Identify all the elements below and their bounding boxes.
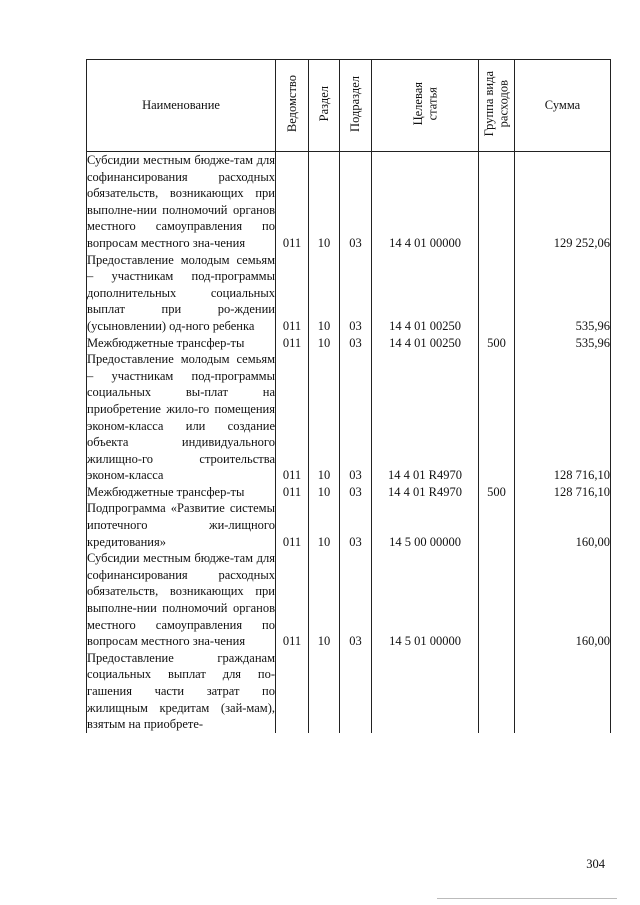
header-grp: Группа вида расходов [479, 60, 515, 152]
header-cel: Целевая статья [372, 60, 479, 152]
header-sum: Сумма [515, 60, 611, 152]
table-row: Предоставление гражданам социальных выплат для по-гашения части затрат по жилищным кредитам (зай-мам), взятым на приобрете- [87, 650, 611, 733]
page-number: 304 [586, 857, 605, 871]
header-podrazdel: Подраздел [340, 60, 372, 152]
header-name: Наименование [87, 60, 276, 152]
header-razdel: Раздел [309, 60, 340, 152]
budget-table [86, 59, 611, 733]
header-ved: Ведомство [276, 60, 309, 152]
table-row: Субсидии местным бюдже-там для софинансирования расходных обязательств, возникающих при выполне-нии полномочий органов местного самоуправления по вопросам местного зна-чения 011 10 03 14 4 01 00000 129 252,06 [87, 153, 610, 250]
footer-divider [437, 898, 617, 899]
table-row: Межбюджетные трансфер-ты 011 10 03 14 4 01 R4970 500 128 716,10 [87, 484, 610, 499]
table-header-row [87, 60, 611, 152]
table-row: Предоставление молодым семьям – участникам под-программы социальных вы-плат на приобретение жило-го помещения эконом-класса или создание объекта индивидуального жилищно-го строительства эконом-класса 011 10 03 14 4 01 R4970 128 716,10 [87, 352, 610, 483]
table-row: Предоставление молодым семьям – участникам под-программы дополнительных социальных выплат при ро-ждении (усыновлении) од-ного ребенка 011 10 03 14 4 01 00250 535,96 [87, 252, 610, 333]
table-row: Субсидии местным бюдже-там для софинансирования расходных обязательств, возникающих при выполне-нии полномочий органов местного самоуправления по вопросам местного зна-чения 011 10 03 14 5 01 00000 160,00 [87, 551, 610, 649]
table-row: Подпрограмма «Развитие системы ипотечного жи-лищного кредитования» 011 10 03 14 5 00 00000 160,00 [87, 501, 610, 549]
table-row: Межбюджетные трансфер-ты 011 10 03 14 4 01 00250 500 535,96 [87, 335, 610, 350]
